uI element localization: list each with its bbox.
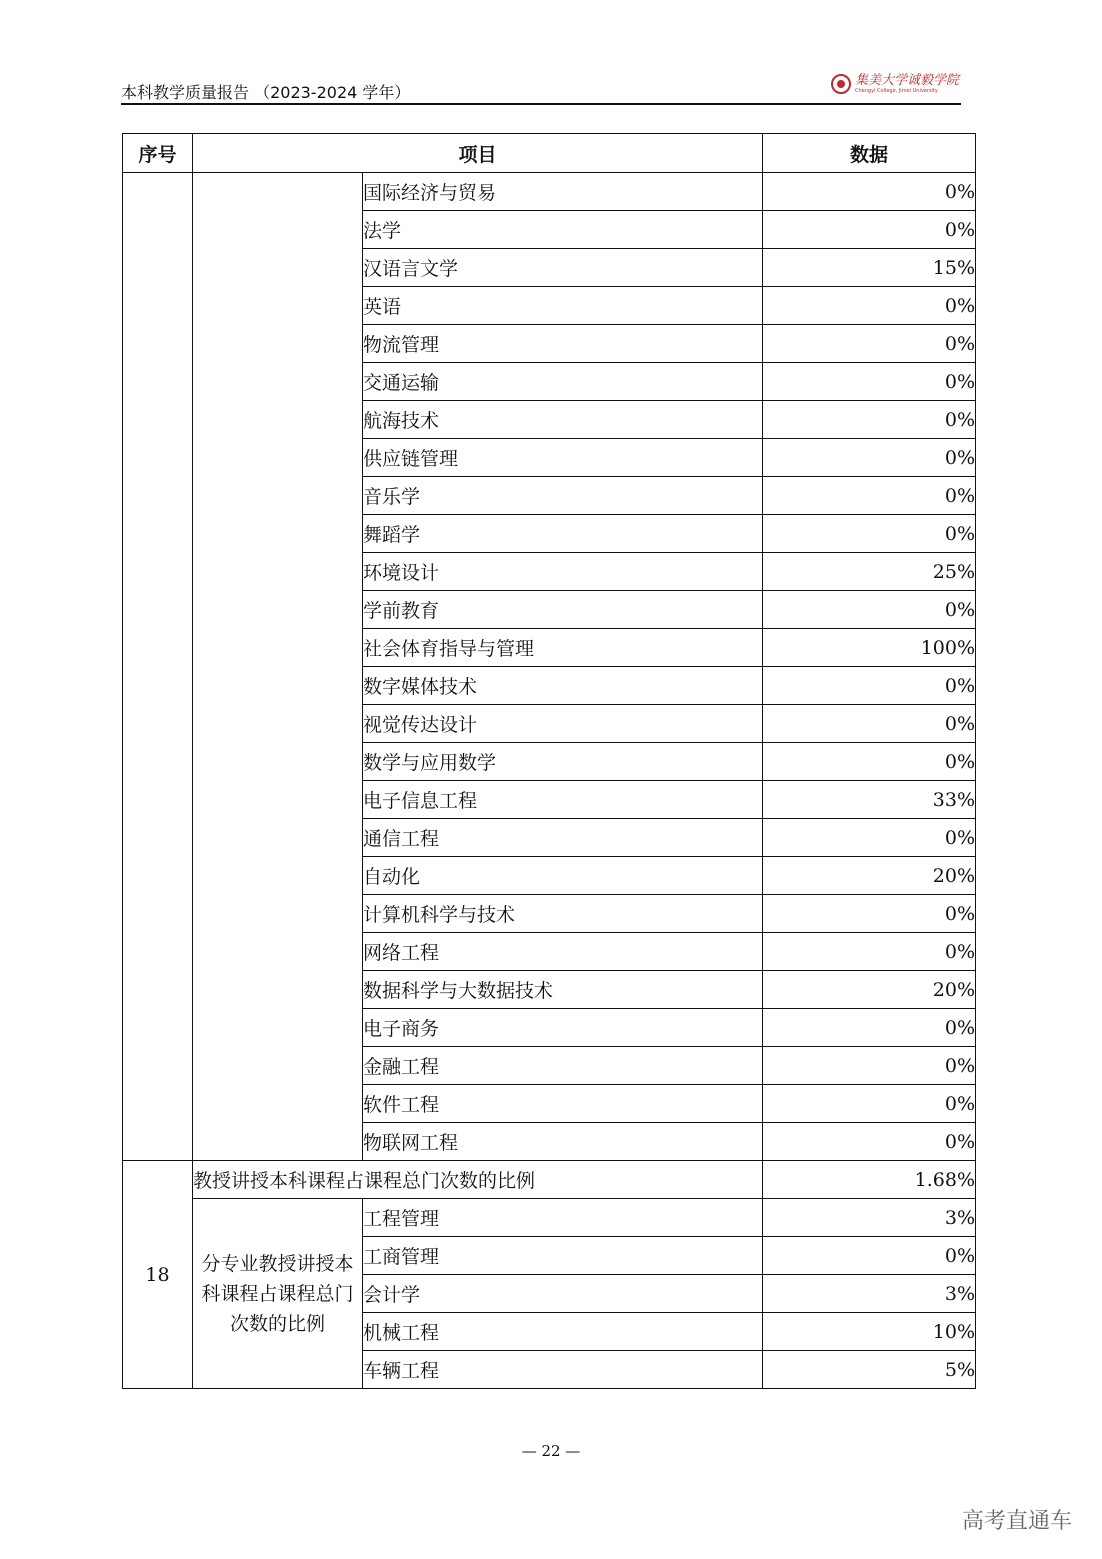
major-value: 100% — [763, 629, 976, 667]
watermark: 高考直通车 — [961, 1509, 1072, 1534]
major-value: 0% — [763, 1047, 976, 1085]
major-value: 0% — [763, 1085, 976, 1123]
major-value: 0% — [763, 895, 976, 933]
table-row — [123, 1161, 976, 1199]
major-value: 0% — [763, 933, 976, 971]
major-name: 舞蹈学 — [363, 515, 763, 553]
header-title: 本科教学质量报告 （2023-2024 学年） — [121, 83, 411, 102]
column-header-item: 项目 — [193, 134, 763, 173]
summary-value: 1.68% — [763, 1161, 976, 1199]
major-name: 法学 — [363, 211, 763, 249]
data-table — [122, 133, 976, 1389]
page-number: — 22 — — [521, 1442, 581, 1460]
major-name: 会计学 — [363, 1275, 763, 1313]
table-row — [123, 173, 976, 211]
major-value: 0% — [763, 287, 976, 325]
major-name: 电子商务 — [363, 1009, 763, 1047]
major-name: 车辆工程 — [363, 1351, 763, 1389]
logo-name-en: Chengyi College, Jimei University — [854, 88, 938, 94]
major-name: 国际经济与贸易 — [363, 173, 763, 211]
major-value: 20% — [763, 971, 976, 1009]
college-logo — [831, 74, 959, 94]
major-name: 数字媒体技术 — [363, 667, 763, 705]
major-value: 0% — [763, 819, 976, 857]
header-rule — [121, 103, 961, 105]
major-value: 3% — [763, 1199, 976, 1237]
table-row — [123, 1199, 976, 1237]
page-header — [121, 70, 961, 106]
major-name: 交通运输 — [363, 363, 763, 401]
table-header-row — [123, 134, 976, 173]
major-value: 33% — [763, 781, 976, 819]
major-name: 音乐学 — [363, 477, 763, 515]
major-value: 0% — [763, 1237, 976, 1275]
major-name: 数学与应用数学 — [363, 743, 763, 781]
seq-cell-continued — [123, 173, 193, 1161]
major-value: 3% — [763, 1275, 976, 1313]
major-name: 视觉传达设计 — [363, 705, 763, 743]
major-name: 计算机科学与技术 — [363, 895, 763, 933]
major-value: 0% — [763, 173, 976, 211]
major-value: 0% — [763, 667, 976, 705]
major-name: 英语 — [363, 287, 763, 325]
major-name: 数据科学与大数据技术 — [363, 971, 763, 1009]
major-value: 20% — [763, 857, 976, 895]
major-value: 0% — [763, 211, 976, 249]
major-name: 航海技术 — [363, 401, 763, 439]
seal-icon — [831, 74, 851, 94]
major-name: 社会体育指导与管理 — [363, 629, 763, 667]
logo-name-cn: 集美大学诚毅学院 — [854, 73, 959, 88]
major-value: 0% — [763, 1123, 976, 1161]
major-name: 金融工程 — [363, 1047, 763, 1085]
major-value: 10% — [763, 1313, 976, 1351]
major-value: 0% — [763, 705, 976, 743]
major-name: 学前教育 — [363, 591, 763, 629]
major-name: 供应链管理 — [363, 439, 763, 477]
column-header-seq: 序号 — [123, 134, 193, 173]
column-header-data: 数据 — [763, 134, 976, 173]
group-label: 分专业教授讲授本科课程占课程总门次数的比例 — [193, 1199, 363, 1389]
major-value: 0% — [763, 1009, 976, 1047]
major-name: 工程管理 — [363, 1199, 763, 1237]
major-name: 物联网工程 — [363, 1123, 763, 1161]
major-value: 0% — [763, 515, 976, 553]
major-value: 0% — [763, 743, 976, 781]
major-name: 工商管理 — [363, 1237, 763, 1275]
major-name: 电子信息工程 — [363, 781, 763, 819]
major-value: 0% — [763, 363, 976, 401]
major-name: 环境设计 — [363, 553, 763, 591]
table-body-continued — [123, 173, 976, 1161]
major-value: 0% — [763, 325, 976, 363]
major-value: 25% — [763, 553, 976, 591]
major-name: 汉语言文学 — [363, 249, 763, 287]
major-value: 15% — [763, 249, 976, 287]
table-body-item-18 — [123, 1161, 976, 1389]
major-value: 5% — [763, 1351, 976, 1389]
major-name: 物流管理 — [363, 325, 763, 363]
major-name: 网络工程 — [363, 933, 763, 971]
major-name: 通信工程 — [363, 819, 763, 857]
major-value: 0% — [763, 401, 976, 439]
summary-label: 教授讲授本科课程占课程总门次数的比例 — [193, 1161, 763, 1199]
major-name: 机械工程 — [363, 1313, 763, 1351]
major-name: 自动化 — [363, 857, 763, 895]
major-value: 0% — [763, 439, 976, 477]
item-number: 18 — [123, 1161, 193, 1389]
group-cell-continued — [193, 173, 363, 1161]
major-value: 0% — [763, 591, 976, 629]
major-value: 0% — [763, 477, 976, 515]
major-name: 软件工程 — [363, 1085, 763, 1123]
